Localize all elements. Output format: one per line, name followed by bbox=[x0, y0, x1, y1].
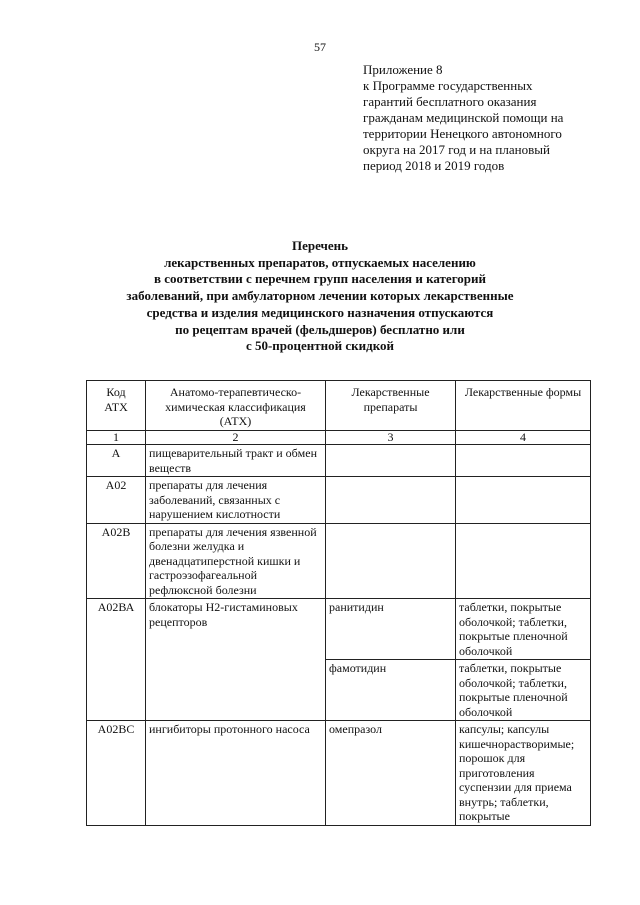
drug-forms: капсулы; капсулы кишечнорастворимые; порошок для приготовления суспензии для приема внутрь; таблетки, покрытые bbox=[456, 721, 591, 826]
atx-class: ингибиторы протонного насоса bbox=[146, 721, 326, 826]
title-line: лекарственных препаратов, отпускаемых населению bbox=[164, 254, 476, 270]
table-row bbox=[87, 721, 591, 826]
title-line: в соответствии с перечнем групп населения и категорий bbox=[153, 271, 486, 287]
header-forms: Лекарственные формы bbox=[456, 381, 591, 431]
drug-name bbox=[326, 523, 456, 599]
header-classification: Анатомо-терапевтическо-химическая классификация (АТХ) bbox=[146, 381, 326, 431]
title-line: по рецептам врачей (фельдшеров) бесплатно или bbox=[175, 321, 465, 337]
drug-name bbox=[326, 477, 456, 524]
atx-class: препараты для лечения язвенной болезни желудка и двенадцатиперстной кишки и гастроэзофагеальной рефлюксной болезни bbox=[146, 523, 326, 599]
table-row bbox=[87, 523, 591, 599]
column-number-row bbox=[87, 431, 591, 445]
title-line: с 50-процентной скидкой bbox=[245, 338, 395, 354]
annex-line: гражданам медицинской помощи на bbox=[363, 110, 564, 125]
atx-code: А02В bbox=[87, 523, 146, 599]
annex-line: к Программе государственных bbox=[363, 78, 533, 93]
annex-line: Приложение 8 bbox=[363, 62, 443, 77]
table-row bbox=[87, 599, 591, 660]
atx-code: А bbox=[87, 445, 146, 477]
drug-forms: таблетки, покрытые оболочкой; таблетки, покрытые пленочной оболочкой bbox=[456, 599, 591, 660]
column-number: 3 bbox=[326, 431, 456, 445]
atx-class: препараты для лечения заболеваний, связанных с нарушением кислотности bbox=[146, 477, 326, 524]
annex-line: гарантий бесплатного оказания bbox=[363, 94, 537, 109]
column-number: 2 bbox=[146, 431, 326, 445]
drug-name bbox=[326, 445, 456, 477]
table-row bbox=[87, 445, 591, 477]
atx-class: пищеварительный тракт и обмен веществ bbox=[146, 445, 326, 477]
table-header-row bbox=[87, 381, 591, 431]
drug-list-table bbox=[86, 380, 591, 826]
document-title bbox=[0, 238, 640, 355]
atx-code: А02ВА bbox=[87, 599, 146, 721]
atx-class: блокаторы Н2-гистаминовых рецепторов bbox=[146, 599, 326, 721]
header-drugs: Лекарственные препараты bbox=[326, 381, 456, 431]
drug-forms bbox=[456, 523, 591, 599]
title-line: средства и изделия медицинского назначения отпускаются bbox=[146, 304, 494, 320]
title-line: Перечень bbox=[291, 238, 349, 253]
atx-code: А02ВС bbox=[87, 721, 146, 826]
page-number: 57 bbox=[314, 40, 326, 54]
annex-block bbox=[363, 62, 613, 174]
drug-name: омепразол bbox=[326, 721, 456, 826]
drug-forms bbox=[456, 445, 591, 477]
drug-forms bbox=[456, 477, 591, 524]
drug-forms: таблетки, покрытые оболочкой; таблетки, покрытые пленочной оболочкой bbox=[456, 660, 591, 721]
drug-name: фамотидин bbox=[326, 660, 456, 721]
drug-name: ранитидин bbox=[326, 599, 456, 660]
header-code: Код АТХ bbox=[87, 381, 146, 431]
annex-line: округа на 2017 год и на плановый bbox=[363, 142, 550, 157]
column-number: 4 bbox=[456, 431, 591, 445]
title-line: заболеваний, при амбулаторном лечении которых лекарственные bbox=[126, 288, 514, 304]
table-row bbox=[87, 477, 591, 524]
annex-line: период 2018 и 2019 годов bbox=[363, 158, 505, 173]
atx-code: А02 bbox=[87, 477, 146, 524]
column-number: 1 bbox=[87, 431, 146, 445]
annex-line: территории Ненецкого автономного bbox=[363, 126, 562, 141]
